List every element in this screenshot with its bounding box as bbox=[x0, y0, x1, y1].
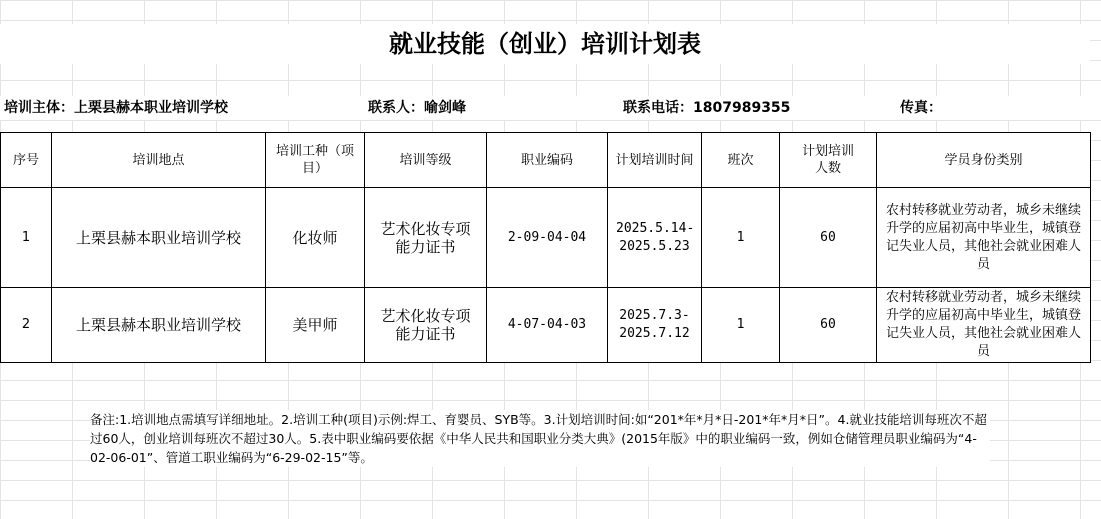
header-code: 职业编码 bbox=[487, 133, 608, 188]
fax: 传真： bbox=[900, 100, 942, 116]
info-row bbox=[0, 96, 1101, 120]
cell-code: 2-09-04-04 bbox=[487, 188, 608, 288]
cell-time: 2025.7.3-2025.7.12 bbox=[608, 288, 702, 363]
training-org: 培训主体：上栗县赫本职业培训学校 bbox=[4, 100, 228, 116]
header-site: 培训地点 bbox=[52, 133, 266, 188]
table-row bbox=[1, 288, 1091, 363]
cell-count: 60 bbox=[780, 188, 877, 288]
cell-no: 1 bbox=[1, 188, 52, 288]
cell-site: 上栗县赫本职业培训学校 bbox=[52, 288, 266, 363]
cell-classes: 1 bbox=[702, 288, 780, 363]
cell-time: 2025.5.14-2025.5.23 bbox=[608, 188, 702, 288]
remarks bbox=[90, 410, 990, 467]
page-title: 就业技能（创业）培训计划表 bbox=[0, 24, 1090, 64]
cell-type: 化妆师 bbox=[266, 188, 365, 288]
training-plan-table bbox=[0, 132, 1091, 363]
header-row bbox=[1, 133, 1091, 188]
cell-site: 上栗县赫本职业培训学校 bbox=[52, 188, 266, 288]
cell-identity: 农村转移就业劳动者，城乡未继续升学的应届初高中毕业生，城镇登记失业人员，其他社会就业困难人员 bbox=[877, 188, 1091, 288]
header-type: 培训工种（项目） bbox=[266, 133, 365, 188]
cell-code: 4-07-04-03 bbox=[487, 288, 608, 363]
cell-type: 美甲师 bbox=[266, 288, 365, 363]
cell-classes: 1 bbox=[702, 188, 780, 288]
cell-level: 艺术化妆专项能力证书 bbox=[365, 188, 487, 288]
header-time: 计划培训时间 bbox=[608, 133, 702, 188]
table-row bbox=[1, 188, 1091, 288]
contact-phone: 联系电话：1807989355 bbox=[623, 100, 791, 116]
cell-identity: 农村转移就业劳动者，城乡未继续升学的应届初高中毕业生，城镇登记失业人员，其他社会就业困难人员 bbox=[877, 288, 1091, 363]
cell-level: 艺术化妆专项能力证书 bbox=[365, 288, 487, 363]
header-identity: 学员身份类别 bbox=[877, 133, 1091, 188]
cell-no: 2 bbox=[1, 288, 52, 363]
remarks-text: 备注:1.培训地点需填写详细地址。2.培训工种(项目)示例:焊工、育婴员、SYB等。3.计划培训时间:如“201*年*月*日-201*年*月*日”。4.就业技能培训每班次不超过60人，创业培训每班次不超过30人。5.表中职业编码要依据《中华人民共和国职业分类大典》(2015年版》中的职业编码一致，例如仓储管理员职业编码为“4-02-06-01”、管道工职业编码为“6-29-02-15”等。 bbox=[90, 412, 987, 465]
header-classes: 班次 bbox=[702, 133, 780, 188]
contact-person: 联系人：喻剑峰 bbox=[368, 100, 466, 116]
header-no: 序号 bbox=[1, 133, 52, 188]
cell-count: 60 bbox=[780, 288, 877, 363]
header-count: 计划培训人数 bbox=[780, 133, 877, 188]
header-level: 培训等级 bbox=[365, 133, 487, 188]
